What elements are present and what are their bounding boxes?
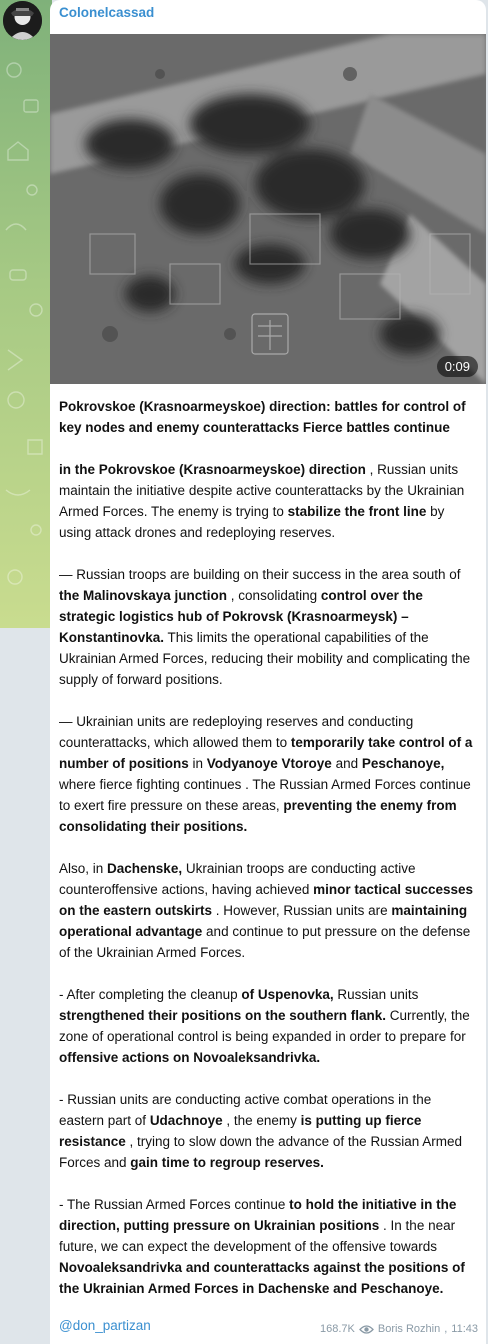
bold-text-run: in the Pokrovskoe (Krasnoarmeyskoe) direction <box>59 462 366 477</box>
bold-text-run: strengthened their positions on the southern flank. <box>59 1008 387 1023</box>
text-run: This limits the operational capabilities of the Ukrainian Armed Forces, reducing their mobility and complicating the supply of forward positions. <box>59 630 471 687</box>
bold-text-run: maintaining operational advantage <box>59 903 468 939</box>
post-paragraphs <box>59 459 479 1299</box>
bold-text-run: is putting up fierce resistance <box>59 1113 422 1149</box>
text-run: and <box>331 756 362 771</box>
video-thumbnail[interactable] <box>50 34 486 384</box>
video-frame <box>50 34 486 384</box>
wallpaper-doodle-pattern <box>0 0 52 628</box>
text-run: . However, Russian units are <box>212 903 392 918</box>
text-run: — Russian troops are building on their success in the area south of <box>59 567 461 582</box>
eye-icon <box>359 1324 374 1335</box>
bold-text-run: Udachnoye <box>149 1113 223 1128</box>
text-run: , the enemy <box>222 1113 301 1128</box>
bold-text-run: offensive actions on Novoaleksandrivka. <box>59 1050 321 1065</box>
post-paragraph <box>59 984 479 1068</box>
post-paragraph <box>59 564 479 690</box>
video-duration-badge: 0:09 <box>437 356 478 377</box>
channel-avatar[interactable] <box>3 1 42 40</box>
text-run: by using attack drones and redeploying reserves. <box>59 504 445 540</box>
bold-text-run: to hold the initiative in the direction, putting pressure on Ukrainian positions <box>59 1197 457 1233</box>
text-run: Ukrainian troops are conducting active counteroffensive actions, having achieved <box>59 861 416 897</box>
view-count: 168.7K <box>319 1323 355 1335</box>
post-paragraph <box>59 711 479 837</box>
bold-text-run: preventing the enemy from consolidating their positions. <box>59 798 457 834</box>
text-run: Currently, the zone of operational control is being expanded in order to prepare for <box>59 1008 470 1044</box>
bold-text-run: Vodyanoye Vtoroye <box>206 756 332 771</box>
post-paragraph <box>59 459 479 543</box>
text-run: , trying to slow down the advance of the Russian Armed Forces and <box>59 1134 462 1170</box>
bold-text-run: minor tactical successes on the eastern outskirts <box>59 882 474 918</box>
text-run: - Russian units are conducting active combat operations in the eastern part of <box>59 1092 432 1128</box>
bold-text-run: Novoaleksandrivka and counterattacks against the positions of the Ukrainian Armed Forces in Dachenske and Peschanoye. <box>59 1260 465 1296</box>
post-paragraph <box>59 1089 479 1173</box>
text-run: Russian units <box>333 987 419 1002</box>
bold-text-run: gain time to regroup reserves. <box>130 1155 324 1170</box>
message-meta <box>320 1323 478 1335</box>
message-bubble <box>50 0 486 1344</box>
post-title: Pokrovskoe (Krasnoarmeyskoe) direction: battles for control of key nodes and enemy counterattacks Fierce battles continue <box>59 399 466 435</box>
bold-text-run: the Malinovskaya junction <box>59 588 228 603</box>
chat-wallpaper <box>0 0 52 628</box>
signature-link[interactable]: @don_partizan <box>59 1318 151 1333</box>
bold-text-run: Dachenske, <box>107 861 183 876</box>
text-run: , consolidating <box>227 588 321 603</box>
meta-separator: , <box>444 1323 448 1335</box>
text-run: - After completing the cleanup <box>59 987 242 1002</box>
text-run: Also, in <box>59 861 108 876</box>
bold-text-run: of Uspenovka, <box>241 987 334 1002</box>
text-run: — Ukrainian units are redeploying reserves and conducting counterattacks, which allowed them to <box>59 714 414 750</box>
text-run: - The Russian Armed Forces continue <box>59 1197 290 1212</box>
bold-text-run: control over the strategic logistics hub of Pokrovsk (Krasnoarmeysk) – Konstantinovka. <box>59 588 423 645</box>
post-author: Boris Rozhin <box>377 1323 441 1335</box>
bold-text-run: temporarily take control of a number of positions <box>59 735 473 771</box>
post-paragraph <box>59 858 479 963</box>
post-paragraph <box>59 1194 479 1299</box>
text-run: where fierce fighting continues . The Russian Armed Forces continue to exert fire pressure on these areas, <box>59 777 471 813</box>
bold-text-run: Peschanoye, <box>361 756 445 771</box>
post-time: 11:43 <box>451 1323 478 1335</box>
text-run: in <box>188 756 207 771</box>
text-run: . In the near future, we can expect the development of the offensive towards <box>59 1218 456 1254</box>
message-text <box>59 396 479 1320</box>
avatar-image <box>3 1 42 40</box>
bold-text-run: stabilize the front line <box>287 504 427 519</box>
text-run: , Russian units maintain the initiative despite active counterattacks by the Ukrainian Armed Forces. The enemy is trying to <box>59 462 465 519</box>
text-run: and continue to put pressure on the defense of the Ukrainian Armed Forces. <box>59 924 471 960</box>
channel-name[interactable]: Colonelcassad <box>59 5 155 20</box>
